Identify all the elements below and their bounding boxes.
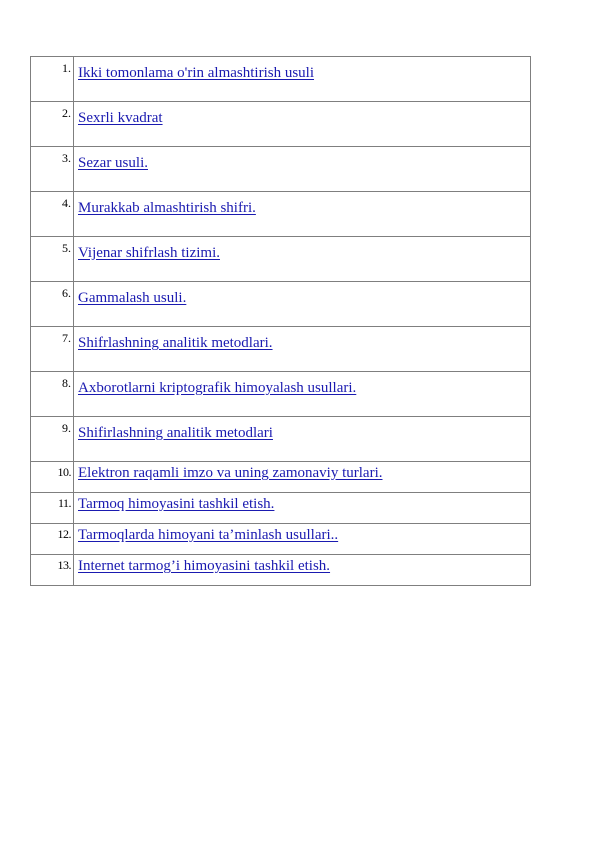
topic-cell xyxy=(74,524,531,555)
row-number: 7. xyxy=(31,327,74,372)
topic-link[interactable]: Ikki tomonlama o'rin almashtirish usuli xyxy=(78,65,315,81)
table-row xyxy=(31,237,531,282)
topic-cell xyxy=(74,57,531,102)
topic-cell xyxy=(74,327,531,372)
topic-cell xyxy=(74,462,531,493)
topic-link[interactable]: Sexrli kvadrat xyxy=(78,110,163,126)
table-row xyxy=(31,555,531,586)
topic-cell xyxy=(74,493,531,524)
topics-table xyxy=(30,56,531,586)
row-number: 2. xyxy=(31,102,74,147)
row-number: 9. xyxy=(31,417,74,462)
table-row xyxy=(31,147,531,192)
row-number: 12. xyxy=(31,524,74,555)
table-row xyxy=(31,57,531,102)
topic-link[interactable]: Tarmoqlarda himoyani ta’minlash usullari.. xyxy=(78,527,339,543)
row-number: 10. xyxy=(31,462,74,493)
topic-cell xyxy=(74,192,531,237)
table-row xyxy=(31,327,531,372)
topic-link[interactable]: Gammalash usuli. xyxy=(78,290,187,306)
table-row xyxy=(31,372,531,417)
topic-cell xyxy=(74,237,531,282)
topic-cell xyxy=(74,555,531,586)
row-number: 1. xyxy=(31,57,74,102)
table-row xyxy=(31,102,531,147)
topic-cell xyxy=(74,417,531,462)
row-number: 4. xyxy=(31,192,74,237)
row-number: 5. xyxy=(31,237,74,282)
row-number: 11. xyxy=(31,493,74,524)
topic-link[interactable]: Sezar usuli. xyxy=(78,155,148,171)
topic-cell xyxy=(74,282,531,327)
topic-link[interactable]: Shifrlashning analitik metodlari. xyxy=(78,335,273,351)
topic-cell xyxy=(74,102,531,147)
topic-link[interactable]: Shifirlashning analitik metodlari xyxy=(78,425,273,441)
topic-link[interactable]: Tarmoq himoyasini tashkil etish. xyxy=(78,496,275,512)
topic-cell xyxy=(74,147,531,192)
table-row xyxy=(31,493,531,524)
table-row xyxy=(31,462,531,493)
row-number: 3. xyxy=(31,147,74,192)
table-row xyxy=(31,192,531,237)
topic-link[interactable]: Elektron raqamli imzo va uning zamonaviy turlari. xyxy=(78,465,383,481)
topic-link[interactable]: Internet tarmog’i himoyasini tashkil etish. xyxy=(78,558,331,574)
topic-cell xyxy=(74,372,531,417)
topic-link[interactable]: Vijenar shifrlash tizimi. xyxy=(78,245,220,261)
table-row xyxy=(31,417,531,462)
row-number: 13. xyxy=(31,555,74,586)
row-number: 6. xyxy=(31,282,74,327)
row-number: 8. xyxy=(31,372,74,417)
table-row xyxy=(31,524,531,555)
topic-link[interactable]: Murakkab almashtirish shifri. xyxy=(78,200,256,216)
table-row xyxy=(31,282,531,327)
topic-link[interactable]: Axborotlarni kriptografik himoyalash usullari. xyxy=(78,380,357,396)
